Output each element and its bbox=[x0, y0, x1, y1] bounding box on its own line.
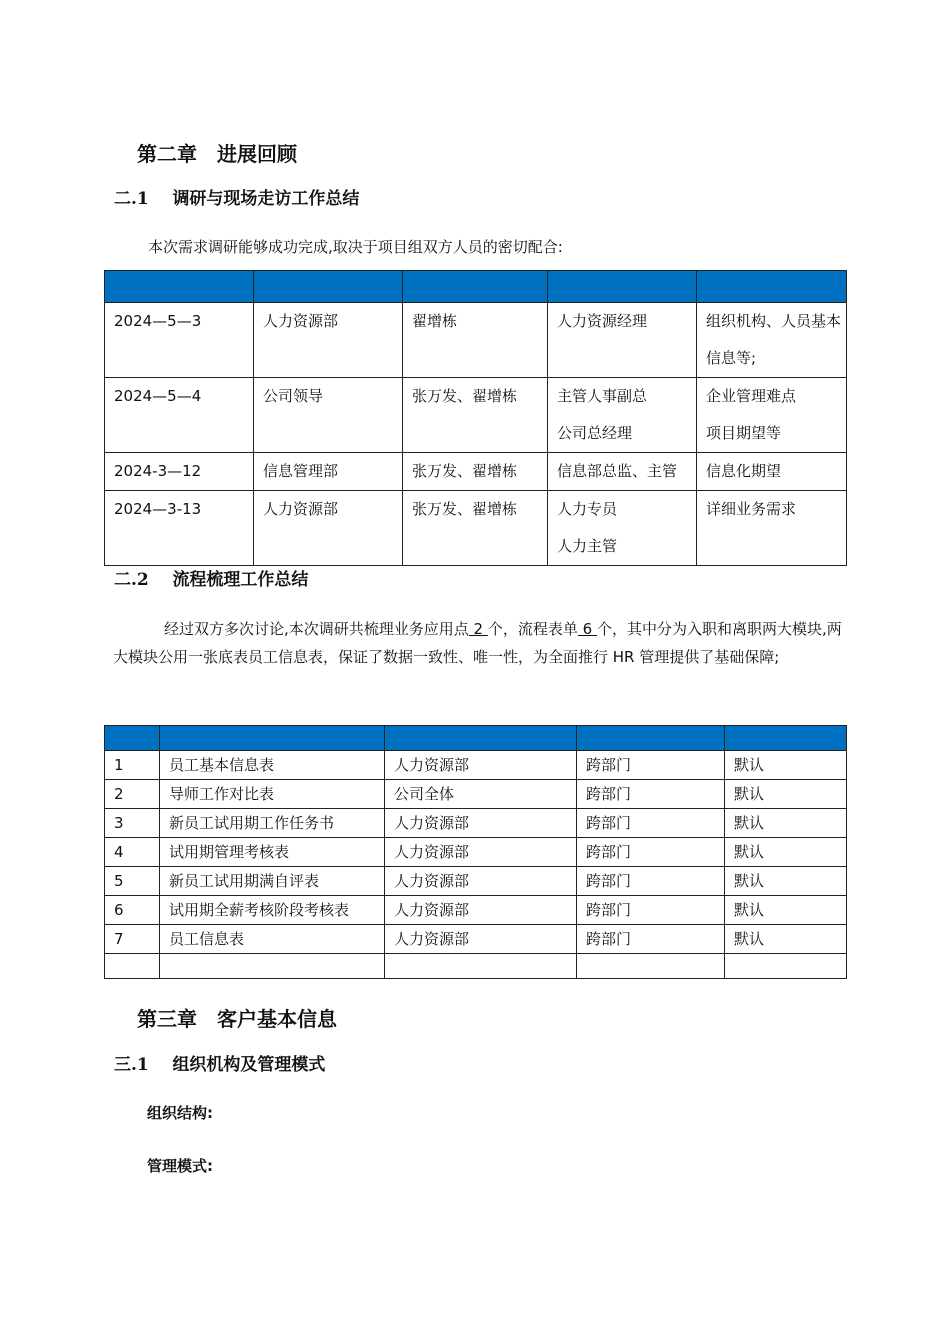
management-mode-label: 管理模式: bbox=[147, 1157, 213, 1175]
forms-count: 6 bbox=[577, 620, 597, 638]
section-number: 二.1 bbox=[114, 189, 149, 209]
intro-paragraph: 本次需求调研能够成功完成,取决于项目组双方人员的密切配合: bbox=[148, 238, 563, 256]
form-scope: 跨部门 bbox=[577, 925, 725, 954]
visit-dept: 人力资源部 bbox=[254, 303, 403, 378]
visit-row bbox=[105, 303, 847, 378]
visit-roles: 信息部总监、主管 bbox=[548, 453, 697, 491]
visit-people: 张万发、翟增栋 bbox=[403, 378, 548, 453]
visit-row bbox=[105, 378, 847, 453]
visit-people: 张万发、翟增栋 bbox=[403, 453, 548, 491]
chapter-2-title: 第二章 进展回顾 bbox=[137, 142, 297, 166]
form-no: 2 bbox=[105, 780, 160, 809]
form-row bbox=[105, 867, 847, 896]
form-scope: 跨部门 bbox=[577, 867, 725, 896]
section-number: 三.1 bbox=[114, 1055, 149, 1075]
form-owner: 公司全体 bbox=[385, 780, 577, 809]
visit-dept: 信息管理部 bbox=[254, 453, 403, 491]
section-title: 流程梳理工作总结 bbox=[172, 570, 309, 590]
form-mode: 默认 bbox=[725, 838, 847, 867]
visit-dept: 公司领导 bbox=[254, 378, 403, 453]
section-number: 二.2 bbox=[114, 570, 149, 590]
chapter-3-title: 第三章 客户基本信息 bbox=[137, 1007, 337, 1031]
visit-date: 2024—3-13 bbox=[105, 491, 254, 566]
visit-topics: 企业管理难点 项目期望等 bbox=[697, 378, 847, 453]
form-scope: 跨部门 bbox=[577, 896, 725, 925]
visit-topics: 组织机构、人员基本信息等; bbox=[697, 303, 847, 378]
section-title: 组织机构及管理模式 bbox=[172, 1055, 326, 1075]
form-scope: 跨部门 bbox=[577, 809, 725, 838]
form-row bbox=[105, 780, 847, 809]
form-owner: 人力资源部 bbox=[385, 838, 577, 867]
form-owner: 人力资源部 bbox=[385, 925, 577, 954]
form-mode: 默认 bbox=[725, 751, 847, 780]
form-mode: 默认 bbox=[725, 867, 847, 896]
form-mode: 默认 bbox=[725, 925, 847, 954]
visit-topics: 详细业务需求 bbox=[697, 491, 847, 566]
form-scope: 跨部门 bbox=[577, 780, 725, 809]
form-name: 新员工试用期满自评表 bbox=[160, 867, 385, 896]
form-owner: 人力资源部 bbox=[385, 751, 577, 780]
points-count: 2 bbox=[468, 620, 488, 638]
visit-people: 张万发、翟增栋 bbox=[403, 491, 548, 566]
form-no: 7 bbox=[105, 925, 160, 954]
visit-row bbox=[105, 491, 847, 566]
visit-table bbox=[104, 270, 847, 566]
form-name: 员工基本信息表 bbox=[160, 751, 385, 780]
form-scope: 跨部门 bbox=[577, 751, 725, 780]
visit-topics: 信息化期望 bbox=[697, 453, 847, 491]
section-title: 调研与现场走访工作总结 bbox=[172, 189, 360, 209]
form-name: 新员工试用期工作任务书 bbox=[160, 809, 385, 838]
forms-table-header bbox=[105, 726, 847, 751]
visit-date: 2024-3—12 bbox=[105, 453, 254, 491]
form-mode: 默认 bbox=[725, 809, 847, 838]
form-name: 员工信息表 bbox=[160, 925, 385, 954]
form-no: 6 bbox=[105, 896, 160, 925]
visit-roles: 主管人事副总 公司总经理 bbox=[548, 378, 697, 453]
visit-date: 2024—5—4 bbox=[105, 378, 254, 453]
form-row bbox=[105, 751, 847, 780]
form-row-empty bbox=[105, 954, 847, 979]
form-no: 5 bbox=[105, 867, 160, 896]
form-row bbox=[105, 925, 847, 954]
form-no: 3 bbox=[105, 809, 160, 838]
visit-dept: 人力资源部 bbox=[254, 491, 403, 566]
visit-table-header bbox=[105, 271, 847, 303]
visit-roles: 人力专员 人力主管 bbox=[548, 491, 697, 566]
visit-date: 2024—5—3 bbox=[105, 303, 254, 378]
form-mode: 默认 bbox=[725, 780, 847, 809]
form-name: 导师工作对比表 bbox=[160, 780, 385, 809]
summary-paragraph: 经过双方多次讨论,本次调研共梳理业务应用点 2 个，流程表单 6 个，其中分为入职和离职两大模块,两大模块公用一张底表员工信息表，保证了数据一致性、唯一性，为全面推行 HR 管理提供了基础保障; bbox=[113, 620, 842, 666]
form-scope: 跨部门 bbox=[577, 838, 725, 867]
form-owner: 人力资源部 bbox=[385, 809, 577, 838]
form-row bbox=[105, 896, 847, 925]
form-row bbox=[105, 838, 847, 867]
visit-row bbox=[105, 453, 847, 491]
section-2-1-heading bbox=[114, 184, 359, 209]
org-structure-label: 组织结构: bbox=[147, 1104, 213, 1122]
section-3-1-heading bbox=[114, 1050, 325, 1075]
forms-table bbox=[104, 725, 847, 979]
form-no: 4 bbox=[105, 838, 160, 867]
form-row bbox=[105, 809, 847, 838]
form-no: 1 bbox=[105, 751, 160, 780]
form-owner: 人力资源部 bbox=[385, 867, 577, 896]
form-owner: 人力资源部 bbox=[385, 896, 577, 925]
visit-roles: 人力资源经理 bbox=[548, 303, 697, 378]
form-mode: 默认 bbox=[725, 896, 847, 925]
section-2-2-heading bbox=[114, 565, 308, 590]
form-name: 试用期全薪考核阶段考核表 bbox=[160, 896, 385, 925]
form-name: 试用期管理考核表 bbox=[160, 838, 385, 867]
visit-people: 翟增栋 bbox=[403, 303, 548, 378]
